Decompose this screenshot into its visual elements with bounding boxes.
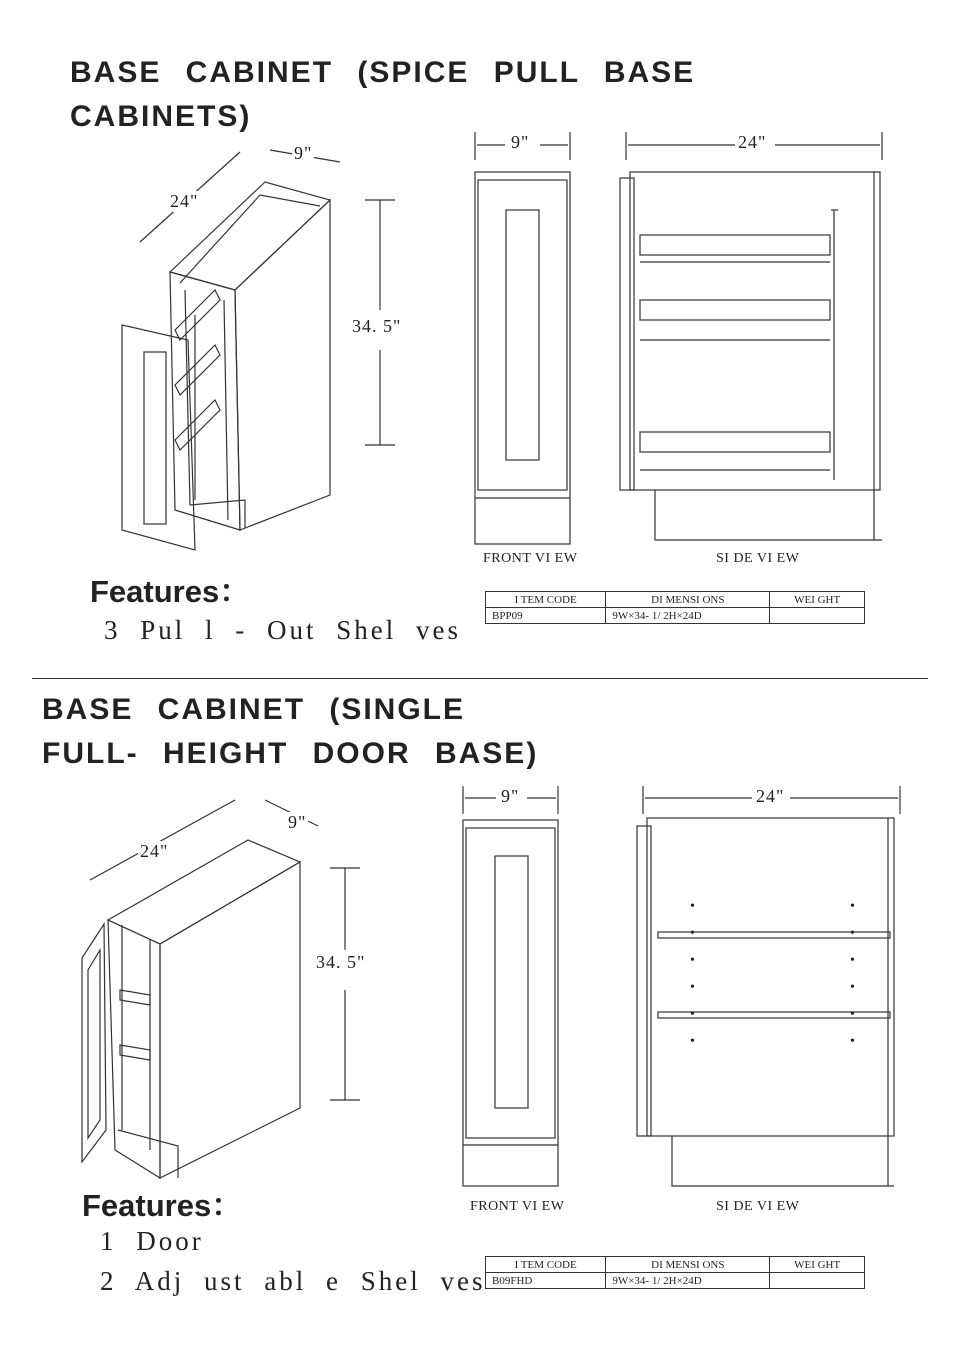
section2-isometric-drawing <box>82 800 360 1178</box>
spec-header-item-code: I TEM CODE <box>486 592 606 608</box>
section2-feature-item-1: 1 Door <box>100 1226 204 1256</box>
section1-feature-item: 3 Pul l - Out Shel ves <box>104 615 462 645</box>
section2-dim-width-iso: 9" <box>288 812 307 832</box>
spec-cell-dimensions: 9W×34- 1/ 2H×24D <box>606 1273 770 1289</box>
section1-front-view-label: FRONT VI EW <box>483 551 578 566</box>
section1-dim-width-front: 9" <box>511 132 530 152</box>
section2-dim-depth-side: 24" <box>756 786 785 806</box>
section1-dim-width-iso: 9" <box>294 143 313 163</box>
spec-cell-dimensions: 9W×34- 1/ 2H×24D <box>606 608 770 624</box>
spec-header-weight: WEI GHT <box>770 1257 865 1273</box>
section1-dim-height-iso: 34. 5" <box>352 316 402 336</box>
spec-cell-item-code: BPP09 <box>486 608 606 624</box>
section2-front-view-label: FRONT VI EW <box>470 1199 565 1214</box>
section2-dim-depth-iso: 24" <box>140 841 169 861</box>
section1-features-heading: Features： <box>90 574 251 609</box>
section1-dim-depth-side: 24" <box>738 132 767 152</box>
section1-title-line2: CABINETS) <box>70 100 252 133</box>
section2-features-heading: Features： <box>82 1188 243 1223</box>
section2-title-line1: BASE CABINET (SINGLE <box>42 693 466 726</box>
spec-header-dimensions: DI MENSI ONS <box>606 592 770 608</box>
section1-side-view-label: SI DE VI EW <box>716 551 800 566</box>
spec-cell-weight <box>770 1273 865 1289</box>
spec-header-dimensions: DI MENSI ONS <box>606 1257 770 1273</box>
section2-dim-width-front: 9" <box>501 786 520 806</box>
section2-spec-table <box>485 1256 865 1289</box>
spec-header-weight: WEI GHT <box>770 592 865 608</box>
section2-side-view-drawing <box>637 786 900 1186</box>
section1-title-line1: BASE CABINET (SPICE PULL BASE <box>70 56 696 89</box>
section1-dim-depth-iso: 24" <box>170 191 199 211</box>
section2-dim-height-iso: 34. 5" <box>316 952 366 972</box>
spec-cell-item-code: B09FHD <box>486 1273 606 1289</box>
section2-title-line2: FULL- HEIGHT DOOR BASE) <box>42 737 539 770</box>
section2-front-view-drawing <box>463 786 558 1186</box>
section2-feature-item-2: 2 Adj ust abl e Shel ves <box>100 1266 486 1296</box>
section2-side-view-label: SI DE VI EW <box>716 1199 800 1214</box>
spec-header-item-code: I TEM CODE <box>486 1257 606 1273</box>
